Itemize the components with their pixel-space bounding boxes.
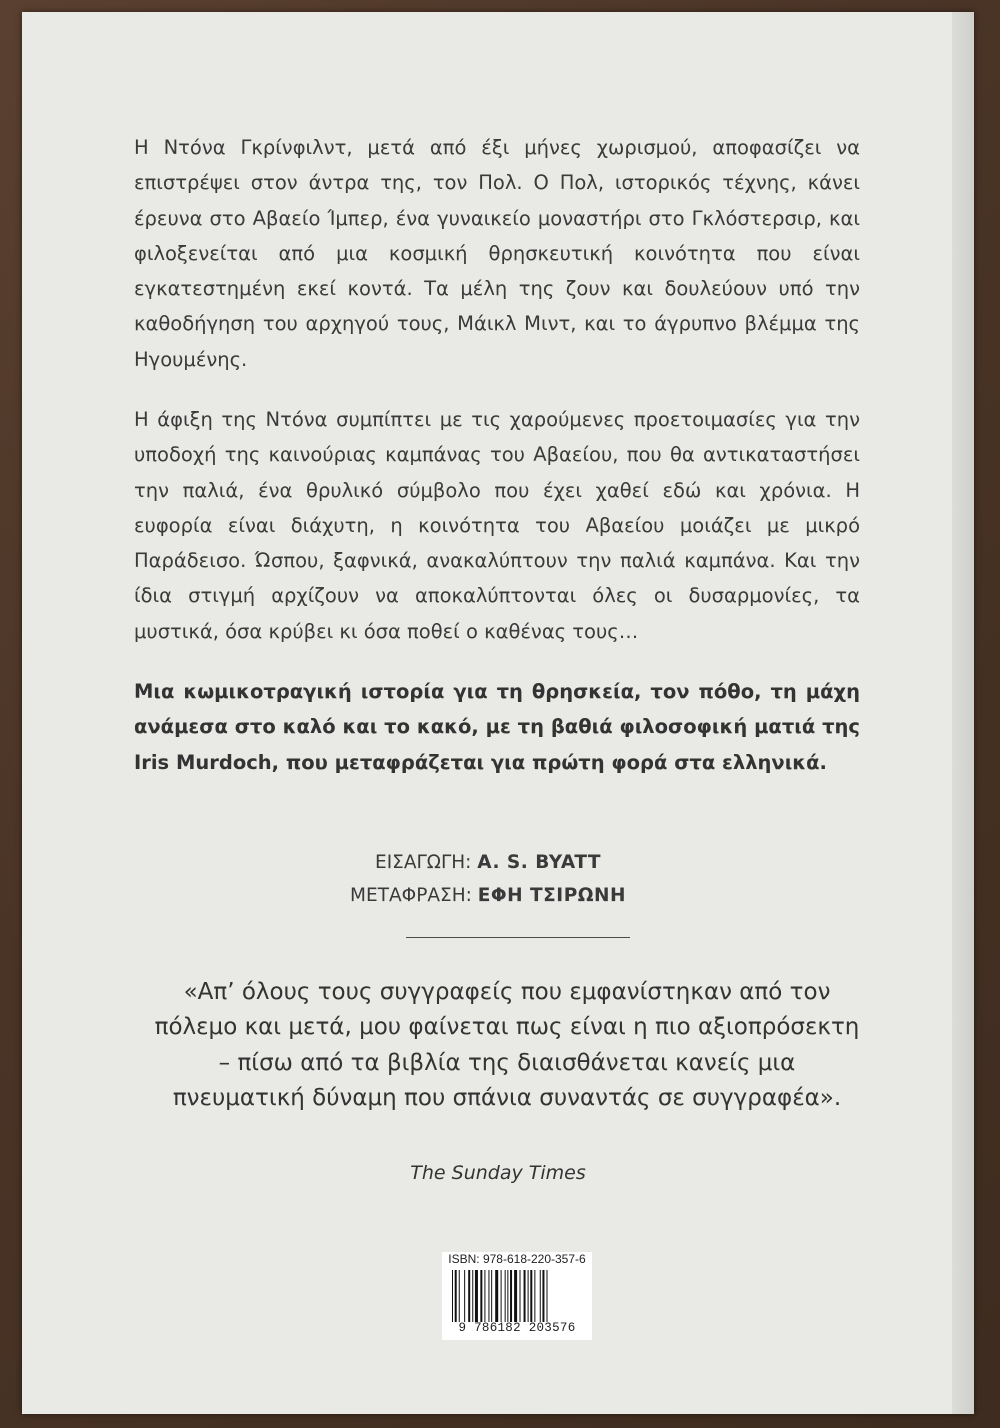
blurb-paragraph-1: Η Ντόνα Γκρίνφιλντ, μετά από έξι μήνες χωρισμού, αποφασίζει να επιστρέψει στον άντρα της, τον Πολ. Ο Πολ, ιστορικός τέχνης, κάνει έρευνα στο Αβαείο Ίμπερ, ένα γυναικείο μοναστήρι στο Γκλόστερσιρ, και φιλοξενείται από μια κοσμική θρησκευτική κοινότητα που είναι εγκατεστημένη εκεί κοντά. Τα μέλη της ζουν και δουλεύουν υπό την καθοδήγηση του αρχηγού τους, Μάικλ Μιντ, και το άγρυπνο βλέμμα της Ηγουμένης. — [134, 136, 860, 371]
barcode-bar — [520, 1270, 521, 1322]
barcode-bar — [514, 1270, 517, 1322]
intro-label: ΕΙΣΑΓΩΓΗ: — [375, 852, 472, 873]
barcode-bar — [488, 1270, 489, 1322]
barcode-bar — [491, 1270, 492, 1322]
blurb-tagline: Μια κωμικοτραγική ιστορία για τη θρησκεία, τον πόθο, τη μάχη ανάμεσα στο καλό και το κακό, με τη βαθιά φιλοσοφική ματιά της Iris Murdoch, που μεταφράζεται για πρώτη φορά στα ελληνικά. — [134, 680, 860, 774]
intro-credit — [12, 852, 964, 873]
book-back-cover — [22, 12, 974, 1414]
isbn-label: ISBN: 978-618-220-357-6 — [448, 1252, 586, 1266]
barcode-bar — [475, 1270, 478, 1322]
barcode-digits: 9 786182 203576 — [458, 1321, 576, 1335]
barcode-bar — [507, 1270, 508, 1322]
barcode-bar — [468, 1270, 470, 1322]
barcode-bar — [530, 1270, 532, 1322]
barcode-bars — [450, 1270, 584, 1322]
barcode-bar — [459, 1270, 460, 1322]
divider-line — [406, 937, 630, 938]
barcode-bar — [455, 1270, 457, 1322]
cover-edge — [952, 12, 974, 1414]
intro-name: A. S. BYATT — [477, 852, 601, 873]
barcode-bar — [472, 1270, 473, 1322]
translation-label: ΜΕΤΑΦΡΑΣΗ: — [350, 885, 472, 906]
quote-source: The Sunday Times — [410, 1162, 586, 1184]
barcode-bar — [464, 1270, 465, 1322]
translation-credit — [12, 885, 964, 906]
barcode-bar — [510, 1270, 512, 1322]
translation-name: ΕΦΗ ΤΣΙΡΩΝΗ — [477, 885, 626, 906]
barcode-bar — [501, 1270, 502, 1322]
barcode-bar — [528, 1270, 529, 1322]
review-quote: «Απ’ όλους τους συγγραφείς που εμφανίστηκαν από τον πόλεμο και μετά, μου φαίνεται πως είναι η πιο αξιοπρόσεκτη – πίσω από τα βιβλία της διαισθάνεται κανείς μια πνευματική δύναμη που σπάνια συναντάς σε συγγραφέα». — [154, 979, 860, 1112]
barcode-bar — [534, 1270, 535, 1322]
barcode-bar — [495, 1270, 498, 1322]
barcode-bar — [540, 1270, 541, 1322]
isbn-barcode — [442, 1252, 592, 1340]
barcode-bar — [542, 1270, 544, 1322]
barcode-bar — [505, 1270, 506, 1322]
blurb-paragraph-2: Η άφιξη της Ντόνα συμπίπτει με τις χαρούμενες προετοιμασίες για την υποδοχή της καινούριας καμπάνας του Αβαείου, που θα αντικαταστήσει την παλιά, ένα θρυλικό σύμβολο που έχει χαθεί εδώ και χρόνια. Η ευφορία είναι διάχυτη, η κοινότητα του Αβαείου μοιάζει με μικρό Παράδεισο. Ώσπου, ξαφνικά, ανακαλύπτουν την παλιά καμπάνα. Και την ίδια στιγμή αρχίζουν να αποκαλύπτονται όλες οι δυσαρμονίες, τα μυστικά, όσα κρύβει κι όσα ποθεί ο καθένας τους… — [134, 408, 860, 643]
barcode-bar — [547, 1270, 548, 1322]
barcode-bar — [452, 1270, 453, 1322]
barcode-bar — [484, 1270, 485, 1322]
barcode-bar — [524, 1270, 526, 1322]
barcode-bar — [480, 1270, 482, 1322]
